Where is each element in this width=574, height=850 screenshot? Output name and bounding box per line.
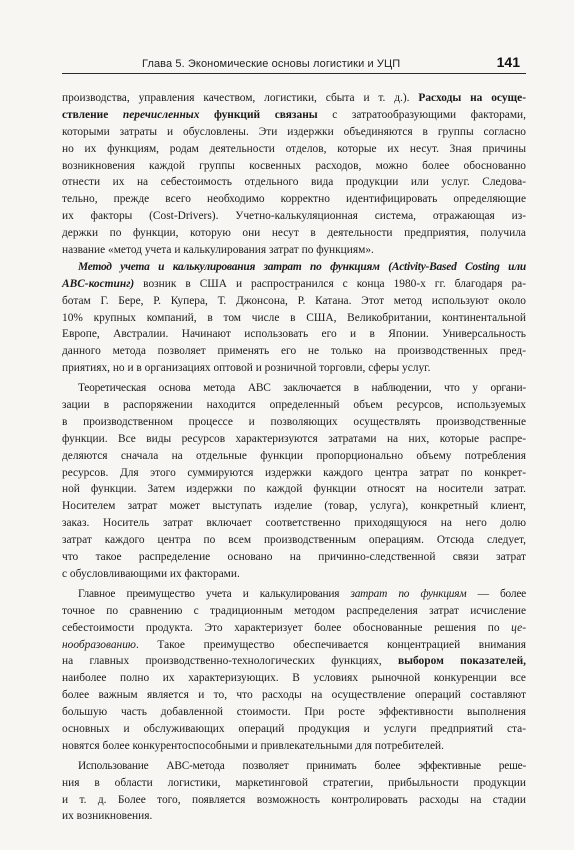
text-line: [62, 414, 526, 431]
text-line: [62, 653, 526, 670]
text-run: на главных производственно-технологических функциях,: [62, 655, 398, 668]
text-line: [62, 191, 526, 208]
text-run: 10% крупных компаний, в том числе в США, Великобритании, континентальной: [62, 311, 526, 324]
text-line: [62, 687, 526, 704]
text-run: которыми затраты и обусловлены. Эти издержки объединяются в группы согласно: [62, 125, 526, 138]
text-line: [62, 448, 526, 465]
text-line: [62, 124, 526, 141]
text-run: большую часть добавленной стоимости. При росте эффективности выполнения: [62, 706, 526, 719]
text-run: возник в США и распространился с конца 1980-х гг. благодаря ра-: [134, 277, 526, 290]
text-line: [62, 343, 526, 360]
text-run: Носителем затрат может выступать изделие (товар, услуга), конкретный клиент,: [62, 500, 526, 513]
text-run: и т. д. Более того, появляется возможность контролировать расходы на стадии: [62, 793, 526, 806]
text-run: держки по функции, которую они несут в деятельности предприятия, получила: [62, 227, 526, 240]
text-line: [62, 637, 526, 654]
text-line: [62, 90, 526, 107]
text-run: с обусловливающими их факторами.: [62, 567, 240, 580]
text-run: це-: [511, 621, 526, 634]
text-line: [62, 208, 526, 225]
text-run: выбором показателей,: [397, 655, 526, 668]
text-run: точное по сравнению с традиционным методом распределения затрат исчисление: [62, 604, 526, 617]
text-line: [62, 808, 526, 825]
text-run: ния в области логистики, маркетинговой стратегии, прибыльности продукции: [62, 776, 526, 789]
text-line: [62, 498, 526, 515]
text-line: [62, 397, 526, 414]
text-run: ресурсов. Для этого суммируются издержки каждого центра затрат по конкрет-: [62, 466, 526, 479]
text-line: [62, 259, 526, 276]
text-line: [62, 242, 526, 259]
chapter-title: Глава 5. Экономические основы логистики и УЦП: [142, 58, 401, 70]
text-run: их факторы (Cost-Drivers). Учетно-калькуляционная система, отражающая из-: [62, 210, 526, 223]
text-line: [62, 792, 526, 809]
paragraph-5: [62, 758, 526, 826]
text-line: [62, 704, 526, 721]
text-run: функций связаны: [199, 108, 318, 121]
text-run: с затратообразующими факторами,: [317, 108, 526, 121]
paragraph-3: [62, 380, 526, 583]
text-run: ABC-костинг): [62, 277, 135, 290]
text-line: [62, 276, 526, 293]
text-line: [62, 620, 526, 637]
text-run: затрат по функциям: [350, 587, 467, 600]
text-run: Использование ABC-метода позволяет принимать более эффективные реше-: [78, 759, 526, 772]
text-run: возникновения каждой группы косвенных расходов, можно более обоснованно: [62, 159, 526, 172]
text-run: данного метода позволяет применять его не только на производственных пред-: [62, 345, 526, 358]
text-run: тельно, прежде всего необходимо корректно идентифицировать определяющие: [62, 193, 526, 206]
text-line: [62, 670, 526, 687]
text-line: [62, 481, 526, 498]
text-run: их возникновения.: [62, 810, 153, 823]
text-run: деляются сначала на отдельные функции пропорционально объему потребления: [62, 449, 526, 462]
text-run: затрат каждого центра по всем производственным операциям. Отсюда следует,: [62, 534, 526, 547]
text-line: [62, 107, 526, 124]
text-run: что такое распределение основано на причинно-следственной связи затрат: [62, 551, 526, 564]
text-run: наиболее полно их характеризующих. В условиях рыночной конкуренции все: [62, 672, 526, 685]
text-run: заказ. Носитель затрат включает соответственно приходящуюся на него долю: [62, 517, 526, 530]
text-run: Расходы на осуще-: [418, 92, 527, 104]
text-run: Теоретическая основа метода ABC заключается в наблюдении, что у органи-: [78, 382, 526, 395]
text-run: зации в распоряжении находится определенный объем ресурсов, используемых: [62, 399, 526, 412]
text-line: [62, 738, 526, 755]
page-number: 141: [496, 54, 520, 70]
text-run: Главное преимущество учета и калькулирования: [78, 587, 351, 600]
text-line: [62, 721, 526, 738]
text-run: производства, управления качеством, логистики, сбыта и т. д.).: [62, 92, 419, 104]
text-run: более важным является и то, что расходы на осуществление операций составляют: [62, 689, 526, 702]
text-run: но их функциям, родам деятельности отделов, которые их несут. Зная причины: [62, 142, 526, 155]
text-run: . Такое преимущество обеспечивается концентрацией внимания: [135, 638, 526, 651]
text-line: [62, 293, 526, 310]
text-line: [62, 586, 526, 603]
text-line: [62, 603, 526, 620]
text-line: [62, 465, 526, 482]
text-run: новятся более конкурентоспособными и привлекательными для потребителей.: [62, 739, 444, 752]
text-line: [62, 225, 526, 242]
text-line: [62, 360, 526, 377]
text-line: [62, 549, 526, 566]
text-line: [62, 775, 526, 792]
text-run: ной функции. Затем издержки по каждой функции относят на носители затрат.: [62, 483, 526, 496]
text-line: [62, 532, 526, 549]
paragraph-1: [62, 90, 526, 259]
text-line: [62, 174, 526, 191]
paragraph-2: [62, 259, 526, 377]
text-run: — более: [466, 587, 526, 600]
text-run: основных и обслуживающих операций продукция и услуги предприятий ста-: [62, 722, 526, 735]
text-run: перечисленных: [122, 108, 200, 121]
text-line: [62, 515, 526, 532]
body-text: [62, 90, 526, 825]
text-run: Европе, Австралии. Начинают использовать его и в Японии. Универсальность: [62, 328, 526, 341]
text-line: [62, 380, 526, 397]
text-line: [62, 326, 526, 343]
text-run: ствление: [62, 108, 123, 121]
text-line: [62, 158, 526, 175]
text-run: название «метод учета и калькулирования затрат по функциям».: [62, 244, 374, 257]
text-run: приятиях, но и в организациях оптовой и розничной торговли, сферы услуг.: [62, 362, 431, 375]
running-header: [62, 48, 526, 74]
text-run: отнести их на себестоимость отдельного вида продукции или услуг. Следова-: [62, 176, 526, 189]
text-line: [62, 431, 526, 448]
text-line: [62, 141, 526, 158]
text-run: Метод учета и калькулирования затрат по функциям (Activity-Based Costing или: [78, 260, 526, 273]
text-run: себестоимости продукта. Это характеризует более обоснованные решения по: [62, 621, 512, 634]
text-line: [62, 758, 526, 775]
text-run: в производственном процессе и позволяющих осуществлять производственные: [62, 415, 526, 428]
text-run: нообразованию: [62, 638, 136, 651]
text-line: [62, 310, 526, 327]
text-run: функции. Все виды ресурсов характеризуются затратами на них, которые распре-: [62, 432, 526, 445]
paragraph-4: [62, 586, 526, 755]
text-run: ботам Г. Бере, Р. Купера, Т. Джонсона, Р. Катана. Этот метод используют около: [62, 294, 526, 307]
text-line: [62, 566, 526, 583]
